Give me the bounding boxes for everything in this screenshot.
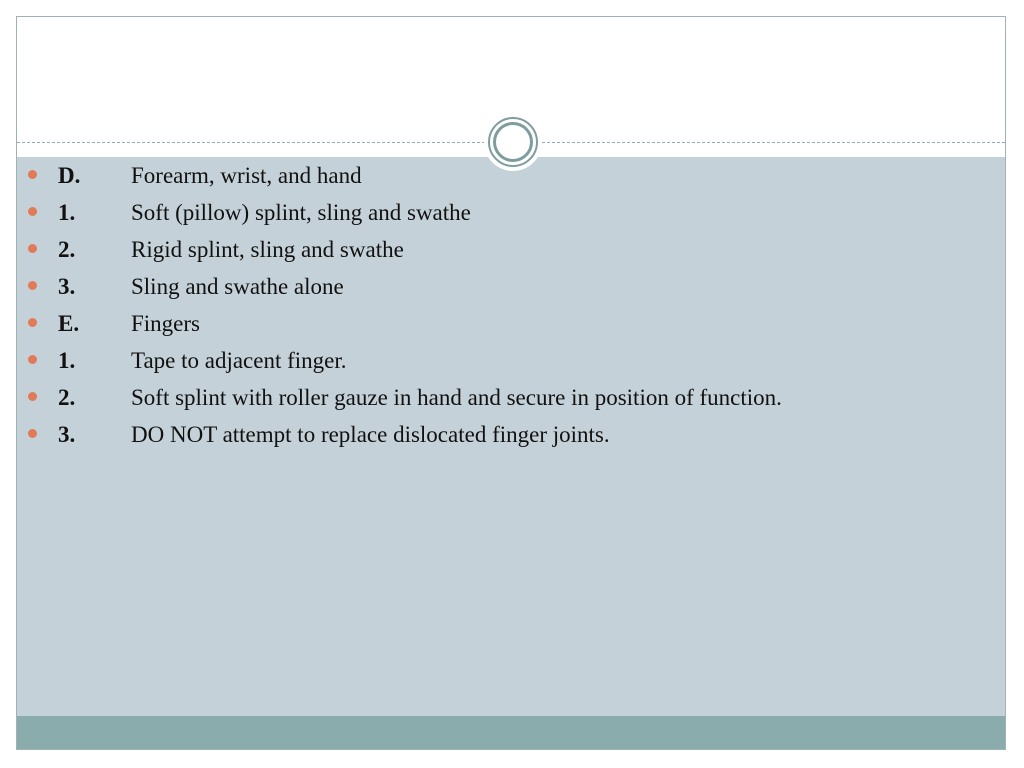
bullet-key: 1. [58,348,76,373]
bullet-text: Fingers [131,311,200,336]
bullet-key: 3. [58,274,76,299]
bullet-text: Tape to adjacent finger. [131,348,347,373]
bullet-dot-icon [28,392,37,401]
bullet-key: 3. [58,422,76,447]
footer-bar [17,716,1005,750]
bullet-key: D. [58,163,81,188]
bullet-dot-icon [28,207,37,216]
bullet-text: Sling and swathe alone [131,274,344,299]
list-item [28,160,978,197]
bullet-dot-icon [28,318,37,327]
bullet-text: Rigid splint, sling and swathe [131,237,404,262]
bullet-dot-icon [28,355,37,364]
bullet-key: 1. [58,200,76,225]
list-item [28,271,978,308]
bullet-key: 2. [58,385,76,410]
bullet-dot-icon [28,281,37,290]
bullet-dot-icon [28,429,37,438]
bullet-dot-icon [28,170,37,179]
bullet-text: Soft splint with roller gauze in hand and secure in position of function. [131,385,782,410]
list-item [28,234,978,271]
bullet-key: 2. [58,237,76,262]
bullet-text: Soft (pillow) splint, sling and swathe [131,200,471,225]
bullet-list [28,160,978,456]
list-item [28,345,978,382]
bullet-dot-icon [28,244,37,253]
list-item [28,197,978,234]
list-item [28,308,978,345]
list-item [28,382,978,419]
list-item [28,419,978,456]
bullet-key: E. [58,311,80,336]
ornament-inner-ring [493,122,533,162]
bullet-text: Forearm, wrist, and hand [131,163,362,188]
bullet-text: DO NOT attempt to replace dislocated finger joints. [131,422,610,447]
